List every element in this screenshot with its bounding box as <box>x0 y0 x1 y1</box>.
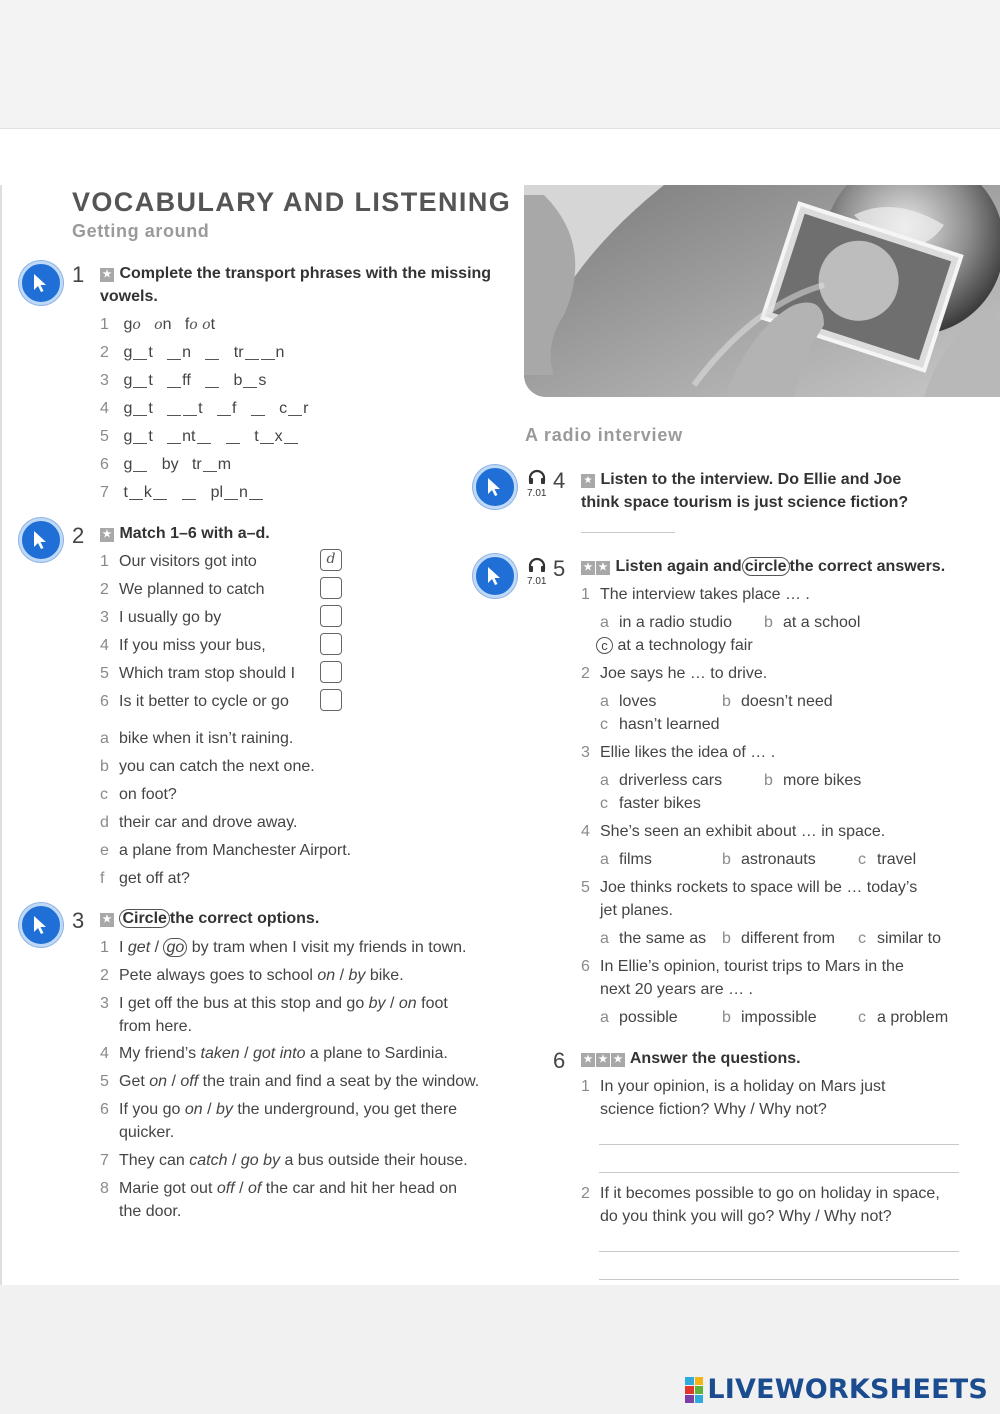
headphones-icon <box>528 469 546 485</box>
ex3-item-7: 7 They can catch / go by a bus outside their house. <box>100 1152 468 1169</box>
track-number: 7.01 <box>527 576 547 587</box>
difficulty-star-icon: ★ <box>100 528 114 542</box>
ex3-option[interactable]: on <box>149 1073 168 1090</box>
ex2-answer-box-2[interactable] <box>320 577 342 599</box>
ex3-item-4: 4 My friend’s taken / got into a plane to Sardinia. <box>100 1045 448 1062</box>
ex5-q6-option-a[interactable]: a possible <box>600 1009 678 1026</box>
ex3-option[interactable]: go by <box>240 1152 280 1169</box>
exercise-2-number: 2 <box>72 523 85 548</box>
ex6-q2-cont: do you think you will go? Why / Why not? <box>600 1208 892 1225</box>
difficulty-star-icon: ★ <box>100 268 114 282</box>
ex6-q1: 1 In your opinion, is a holiday on Mars just <box>581 1078 886 1095</box>
exercise-5-number: 5 <box>553 556 566 581</box>
ex1-item-1: 1 go on fo ot <box>100 316 216 333</box>
ex3-option[interactable]: on <box>398 995 417 1012</box>
ex3-item-8-cont: the door. <box>119 1203 182 1220</box>
ex3-option[interactable]: catch <box>189 1152 228 1169</box>
cursor-arrow-icon <box>29 271 53 295</box>
cursor-arrow-icon <box>29 528 53 552</box>
ex5-q4-option-b[interactable]: b astronauts <box>722 851 816 868</box>
ex3-option[interactable]: by <box>348 967 366 984</box>
ex5-q2-option-a[interactable]: a loves <box>600 693 657 710</box>
ex2-answer-box-6[interactable] <box>320 689 342 711</box>
ex6-q1-answer-line-1[interactable] <box>599 1144 959 1145</box>
cursor-arrow-icon <box>29 913 53 937</box>
ex2-item-3: 3 I usually go by <box>100 609 222 626</box>
track-number: 7.01 <box>527 488 547 499</box>
exercise-5-pointer-button[interactable] <box>473 554 517 598</box>
ex2-option-a: a bike when it isn’t raining. <box>100 730 294 747</box>
ex3-option[interactable]: by <box>368 995 386 1012</box>
ex3-option[interactable]: got into <box>253 1045 306 1062</box>
ex5-q3-option-b[interactable]: b more bikes <box>764 772 862 789</box>
page-header-strip <box>0 128 1000 185</box>
liveworksheets-logo[interactable] <box>685 1374 988 1405</box>
ex3-option[interactable]: taken <box>200 1045 240 1062</box>
ex3-option-circled[interactable]: go <box>163 938 187 957</box>
ex5-q4: 4 She’s seen an exhibit about … in space. <box>581 823 886 840</box>
difficulty-star-icon: ★ <box>596 561 610 575</box>
ex5-q6: 6 In Ellie’s opinion, tourist trips to Mars in the <box>581 958 904 975</box>
exercise-4-line-2: think space tourism is just science fiction? <box>581 494 909 511</box>
ex2-item-1: 1 Our visitors got into <box>100 553 257 570</box>
ex5-q5-option-c[interactable]: c similar to <box>858 930 942 947</box>
difficulty-star-icon: ★ <box>581 561 595 575</box>
ex1-item-4: 4 g t t f c r <box>100 400 309 417</box>
ex5-q6-option-b[interactable]: b impossible <box>722 1009 817 1026</box>
exercise-1-number: 1 <box>72 262 85 287</box>
exercise-2-pointer-button[interactable] <box>19 518 63 562</box>
exercise-1-pointer-button[interactable] <box>19 261 63 305</box>
ex5-q1-option-c-circled[interactable]: c at a technology fair <box>596 634 753 657</box>
exercise-3-pointer-button[interactable] <box>19 903 63 947</box>
ex5-q1: 1 The interview takes place … . <box>581 586 810 603</box>
exercise-3-instruction-text: the correct options. <box>169 910 320 927</box>
audio-track-4[interactable] <box>527 469 546 499</box>
ex5-q4-option-a[interactable]: a films <box>600 851 652 868</box>
ex2-item-5: 5 Which tram stop should I <box>100 665 296 682</box>
ex3-item-6-cont: quicker. <box>119 1124 175 1141</box>
logo-grid-icon <box>685 1377 703 1403</box>
exercise-4-instruction <box>581 468 901 491</box>
ex1-item-3: 3 g t ff b s <box>100 372 267 389</box>
exercise-4-line-1: Listen to the interview. Do Ellie and Joe <box>600 471 902 488</box>
ex3-item-2: 2 Pete always goes to school on / by bike. <box>100 967 404 984</box>
ex2-option-e: e a plane from Manchester Airport. <box>100 842 352 859</box>
ex6-q1-cont: science fiction? Why / Why not? <box>600 1101 827 1118</box>
circle-word: Circle <box>119 909 169 928</box>
ex5-q2: 2 Joe says he … to drive. <box>581 665 768 682</box>
ex5-q1-option-b[interactable]: b at a school <box>764 614 861 631</box>
ex1-item-5: 5 g t nt t x <box>100 425 299 448</box>
difficulty-star-icon: ★ <box>611 1053 625 1067</box>
difficulty-star-icon: ★ <box>596 1053 610 1067</box>
ex3-option[interactable]: of <box>247 1180 262 1197</box>
tablet-earth-photo <box>524 185 1000 397</box>
ex6-q1-answer-line-2[interactable] <box>599 1172 959 1173</box>
ex3-item-6: 6 If you go on / by the underground, you get there <box>100 1101 458 1118</box>
exercise-4-pointer-button[interactable] <box>473 465 517 509</box>
ex5-q3-option-a[interactable]: a driverless cars <box>600 772 723 789</box>
ex1-answer-1a[interactable]: o <box>132 317 141 333</box>
cursor-arrow-icon <box>483 475 507 499</box>
exercise-6-number: 6 <box>553 1048 566 1073</box>
ex2-option-c: c on foot? <box>100 786 177 803</box>
ex3-item-1: 1 I get / go by tram when I visit my friends in town. <box>100 939 467 956</box>
ex2-item-4: 4 If you miss your bus, <box>100 637 266 654</box>
ex1-answer-1c[interactable]: o o <box>189 317 211 333</box>
ex4-answer-line[interactable] <box>581 532 675 533</box>
exercise-6-instruction <box>581 1047 801 1070</box>
ex3-option[interactable]: on <box>317 967 336 984</box>
difficulty-star-icon: ★ <box>581 1053 595 1067</box>
ex5-q4-option-c[interactable]: c travel <box>858 851 917 868</box>
difficulty-star-icon: ★ <box>100 913 114 927</box>
exercise-2-instruction <box>100 522 270 545</box>
circle-word: circle <box>742 557 790 576</box>
ex5-q2-option-c[interactable]: c hasn’t learned <box>600 716 720 733</box>
worksheet-page <box>0 185 1000 1285</box>
exercise-3-instruction <box>100 907 319 930</box>
ex2-option-b: b you can catch the next one. <box>100 758 315 775</box>
ex2-answer-box-3[interactable] <box>320 605 342 627</box>
exercise-5-instruction: ★ ★ Listen again and circle the correct answers. <box>581 555 945 578</box>
top-margin <box>0 0 1000 128</box>
ex5-q5-option-a[interactable]: a the same as <box>600 930 707 947</box>
ex2-item-6: 6 Is it better to cycle or go <box>100 693 289 710</box>
headphones-icon <box>528 557 546 573</box>
ex3-item-5: 5 Get on / off the train and find a seat by the window. <box>100 1073 480 1090</box>
ex6-q2-answer-line-1[interactable] <box>599 1251 959 1252</box>
ex1-item-7: 7 t k pl n <box>100 481 264 504</box>
ex5-q3: 3 Ellie likes the idea of … . <box>581 744 776 761</box>
ex6-q2: 2 If it becomes possible to go on holiday in space, <box>581 1185 940 1202</box>
ex3-item-8: 8 Marie got out off / of the car and hit her head on <box>100 1180 458 1197</box>
exercise-2-instruction-text: Match 1–6 with a–d. <box>119 525 270 542</box>
difficulty-star-icon: ★ <box>581 474 595 488</box>
exercise-1-instruction-text: Complete the transport phrases with the missing vowels. <box>100 265 492 305</box>
exercise-6-instruction-text: Answer the questions. <box>629 1050 801 1067</box>
ex3-option[interactable]: by <box>215 1101 233 1118</box>
ex5-q5: 5 Joe thinks rockets to space will be … today’s <box>581 879 918 896</box>
ex5-q5-cont: jet planes. <box>600 902 673 919</box>
ex5-q3-option-c[interactable]: c faster bikes <box>600 795 701 812</box>
ex5-q1-option-a[interactable]: a in a radio studio <box>600 614 732 631</box>
ex1-item-2: 2 g t n tr n <box>100 344 285 361</box>
exercise-3-number: 3 <box>72 908 85 933</box>
ex3-option[interactable]: get <box>127 939 151 956</box>
audio-track-5[interactable] <box>527 557 546 587</box>
ex5-q5-option-b[interactable]: b different from <box>722 930 835 947</box>
exercise-4-number: 4 <box>553 468 566 493</box>
cursor-arrow-icon <box>483 564 507 588</box>
ex5-q6-cont: next 20 years are … . <box>600 981 753 998</box>
logo-text: LIVEWORKSHEETS <box>707 1374 988 1405</box>
ex3-option[interactable]: off <box>180 1073 199 1090</box>
page-title: VOCABULARY AND LISTENING <box>72 187 512 217</box>
exercise-1-instruction <box>100 262 510 308</box>
ex1-item-6: 6 g by tr m <box>100 456 232 473</box>
ex3-option[interactable]: off <box>216 1180 235 1197</box>
ex2-answer-box-4[interactable] <box>320 633 342 655</box>
section-subtitle: Getting around <box>72 221 210 241</box>
ex1-answer-1b[interactable]: o <box>154 317 163 333</box>
ex2-item-2: 2 We planned to catch <box>100 581 265 598</box>
ex3-option[interactable]: on <box>184 1101 203 1118</box>
ex2-answer-box-5[interactable] <box>320 661 342 683</box>
ex2-answer-box-1[interactable]: d <box>320 549 342 571</box>
section-heading-radio-interview: A radio interview <box>525 425 683 445</box>
ex5-q2-option-b[interactable]: b doesn’t need <box>722 693 833 710</box>
ex2-option-d: d their car and drove away. <box>100 814 298 831</box>
ex6-q2-answer-line-2[interactable] <box>599 1279 959 1280</box>
ex2-option-f: f get off at? <box>100 870 190 887</box>
ex3-item-3-cont: from here. <box>119 1018 192 1035</box>
ex5-q6-option-c[interactable]: c a problem <box>858 1009 949 1026</box>
ex3-item-3: 3 I get off the bus at this stop and go by / on foot <box>100 995 448 1012</box>
